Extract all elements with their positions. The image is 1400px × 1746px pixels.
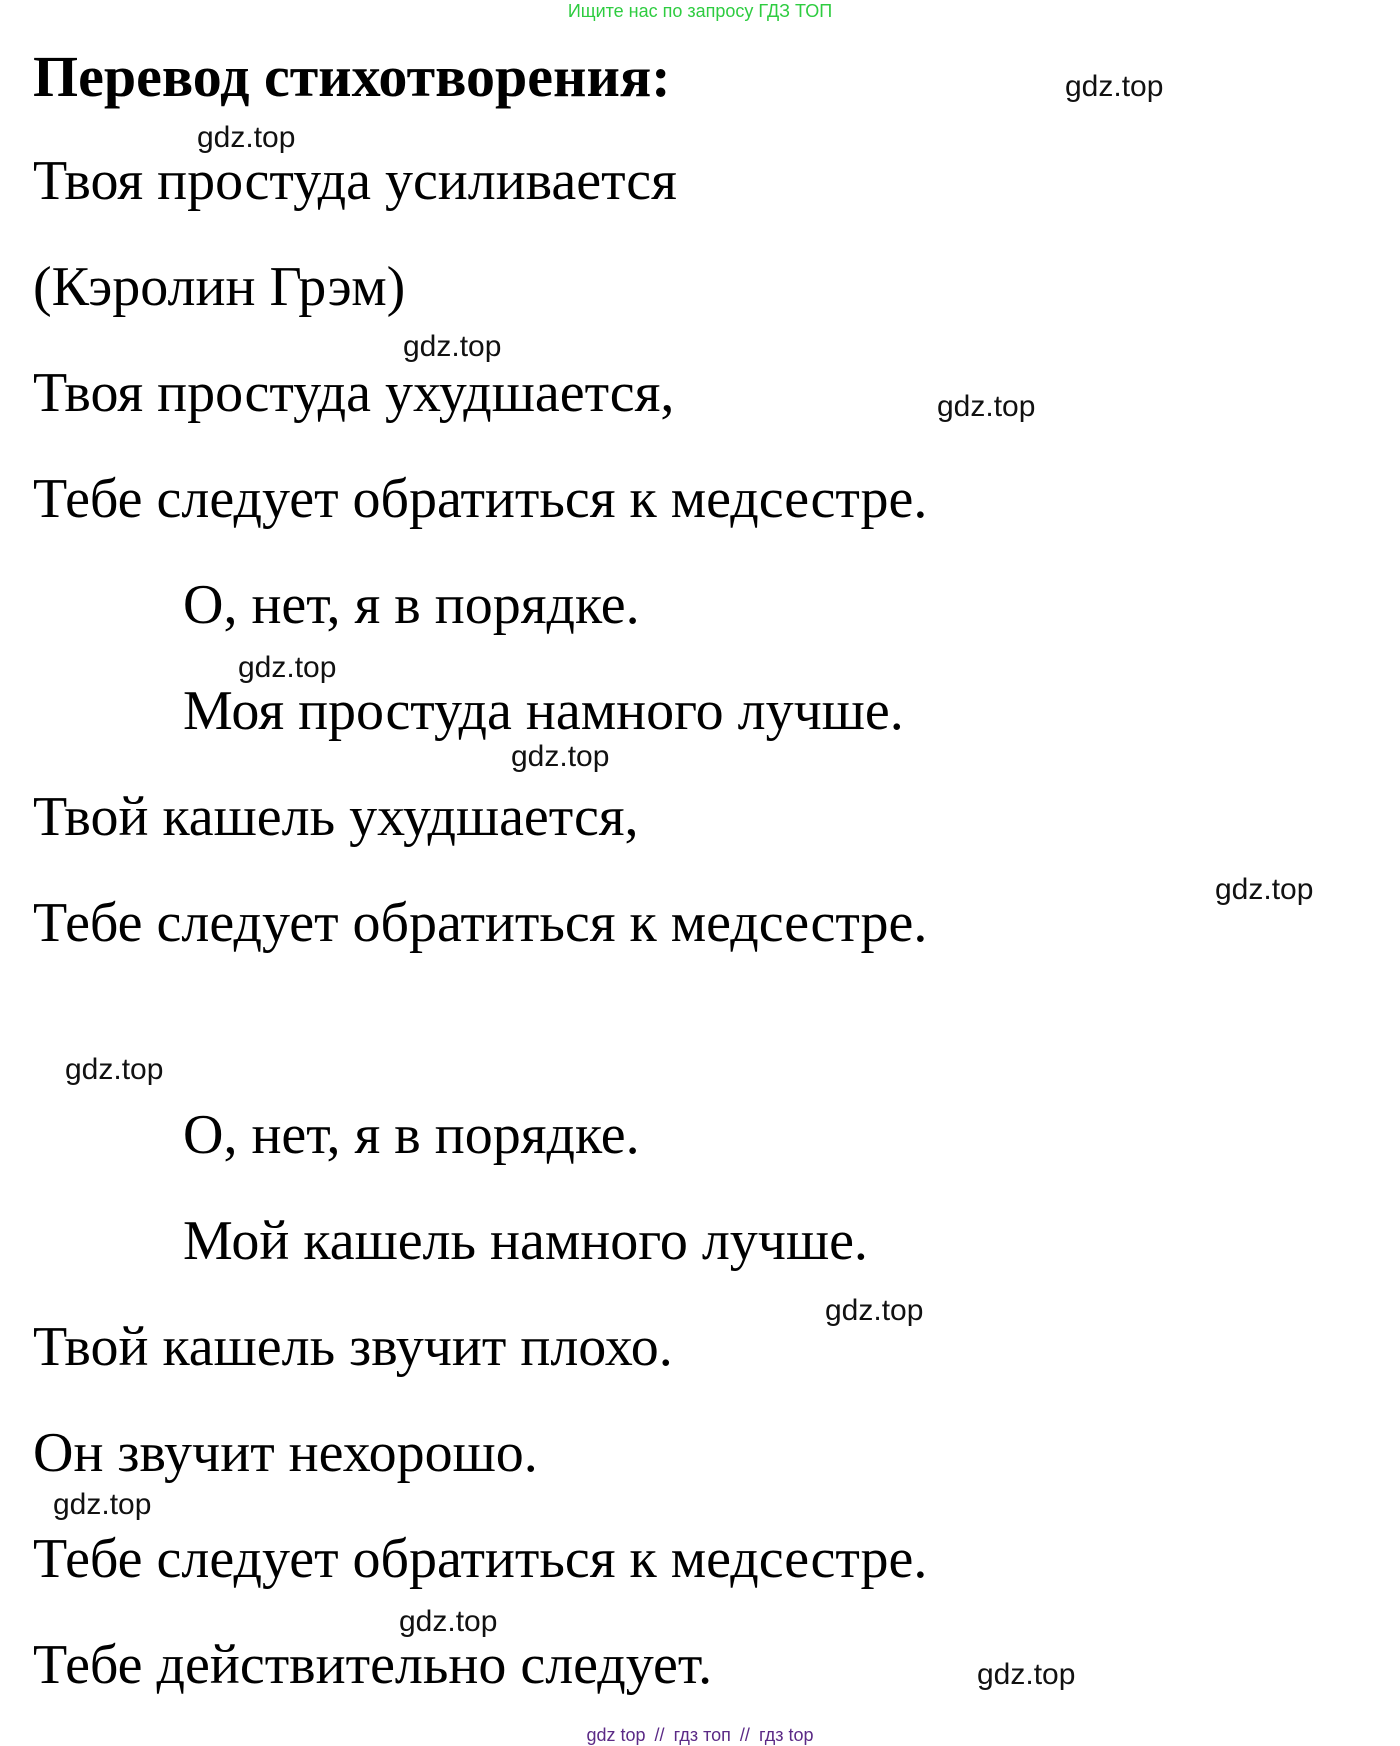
poem-line: О, нет, я в порядке. bbox=[183, 1104, 640, 1166]
poem-line: Тебе следует обратиться к медсестре. bbox=[33, 892, 928, 954]
watermark: gdz.top bbox=[238, 651, 337, 684]
poem-line: Твой кашель ухудшается, bbox=[33, 786, 639, 848]
poem-line: Мой кашель намного лучше. bbox=[183, 1210, 868, 1272]
poem-line: О, нет, я в порядке. bbox=[183, 574, 640, 636]
watermark: gdz.top bbox=[1215, 873, 1314, 906]
watermark: gdz.top bbox=[403, 330, 502, 363]
poem-line: Тебе следует обратиться к медсестре. bbox=[33, 1528, 928, 1590]
footer-links bbox=[0, 1724, 1400, 1746]
footer-separator: // bbox=[654, 1725, 665, 1745]
watermark: gdz.top bbox=[53, 1488, 152, 1521]
watermark: gdz.top bbox=[197, 121, 296, 154]
poem-title: Твоя простуда усиливается bbox=[33, 150, 677, 212]
watermark: gdz.top bbox=[399, 1605, 498, 1638]
footer-link[interactable]: gdz top bbox=[586, 1725, 646, 1745]
footer-link[interactable]: гдз top bbox=[758, 1725, 814, 1745]
poem-line: Моя простуда намного лучше. bbox=[183, 680, 904, 742]
poem-line: Твоя простуда ухудшается, bbox=[33, 362, 675, 424]
poem-author: (Кэролин Грэм) bbox=[33, 256, 406, 318]
poem-line: Тебе следует обратиться к медсестре. bbox=[33, 468, 928, 530]
top-banner[interactable]: Ищите нас по запросу ГДЗ ТОП bbox=[567, 1, 833, 21]
poem-line: Твой кашель звучит плохо. bbox=[33, 1316, 673, 1378]
footer-separator: // bbox=[739, 1725, 750, 1745]
watermark: gdz.top bbox=[65, 1053, 164, 1086]
watermark: gdz.top bbox=[977, 1658, 1076, 1691]
poem-line: Тебе действительно следует. bbox=[33, 1634, 713, 1696]
watermark: gdz.top bbox=[825, 1294, 924, 1327]
footer-link[interactable]: гдз топ bbox=[673, 1725, 731, 1745]
watermark: gdz.top bbox=[511, 740, 610, 773]
watermark: gdz.top bbox=[1065, 70, 1164, 103]
page-title: Перевод стихотворения: bbox=[33, 44, 671, 109]
poem-line: Он звучит нехорошо. bbox=[33, 1422, 538, 1484]
watermark: gdz.top bbox=[937, 390, 1036, 423]
